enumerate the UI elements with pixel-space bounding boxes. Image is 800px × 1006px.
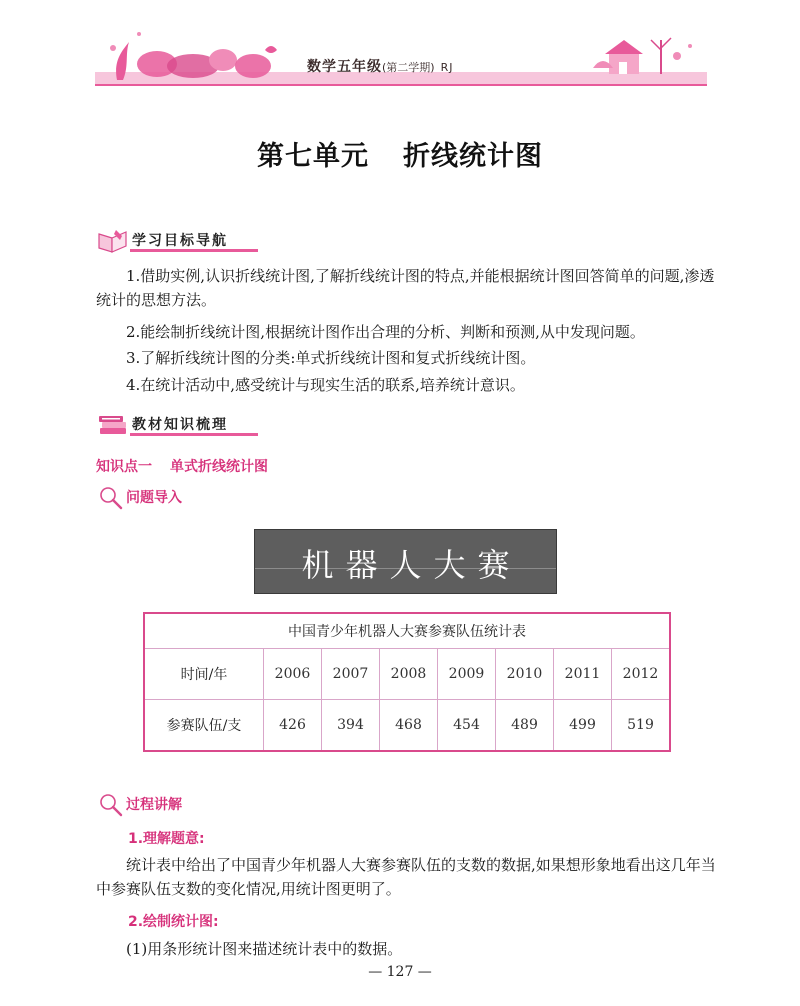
goal-item-2: 2.能绘制折线统计图,根据统计图作出合理的分析、判断和预测,从中发现问题。 bbox=[126, 323, 645, 341]
teams-cell: 519 bbox=[612, 700, 671, 752]
year-cell: 2009 bbox=[438, 649, 496, 700]
page-number: — 127 — bbox=[368, 964, 432, 980]
step-1-text: 统计表中给出了中国青少年机器人大赛参赛队伍的支数的数据,如果想形象地看出这几年当中参赛队伍支数的变化情况,用统计图更明了。 bbox=[96, 856, 716, 898]
table-row-years bbox=[144, 649, 670, 700]
row-header-teams: 参赛队伍/支 bbox=[144, 700, 264, 752]
step-2-title: 2.绘制统计图: bbox=[128, 914, 219, 930]
robot-contest-table bbox=[143, 612, 671, 752]
year-cell: 2011 bbox=[554, 649, 612, 700]
teams-cell: 454 bbox=[438, 700, 496, 752]
goal-item-3: 3.了解折线统计图的分类:单式折线统计图和复式折线统计图。 bbox=[126, 349, 536, 367]
intro-heading-label: 问题导入 bbox=[126, 490, 182, 506]
teams-cell: 394 bbox=[322, 700, 380, 752]
row-header-year: 时间/年 bbox=[144, 649, 264, 700]
robot-contest-banner bbox=[254, 529, 557, 594]
intro-heading bbox=[98, 485, 218, 511]
year-cell: 2010 bbox=[496, 649, 554, 700]
magnifier-icon bbox=[98, 792, 124, 818]
goals-heading-label: 学习目标导航 bbox=[132, 233, 228, 249]
year-cell: 2012 bbox=[612, 649, 671, 700]
book-edition: RJ bbox=[440, 61, 454, 74]
books-stack-icon bbox=[96, 410, 130, 438]
header-title bbox=[307, 56, 453, 76]
process-heading-label: 过程讲解 bbox=[126, 797, 182, 813]
goals-heading bbox=[96, 226, 266, 256]
teams-cell: 426 bbox=[264, 700, 322, 752]
year-cell: 2007 bbox=[322, 649, 380, 700]
teams-cell: 499 bbox=[554, 700, 612, 752]
unit-label: 第七单元 bbox=[257, 141, 369, 172]
goal-item-4: 4.在统计活动中,感受统计与现实生活的联系,培养统计意识。 bbox=[126, 376, 525, 394]
goal-item-1: 1.借助实例,认识折线统计图,了解折线统计图的特点,并能根据统计图回答简单的问题,渗透统计的思想方法。 bbox=[96, 267, 715, 309]
header-decoration bbox=[95, 20, 707, 86]
table-caption: 中国青少年机器人大赛参赛队伍统计表 bbox=[144, 613, 670, 649]
banner-text: 机器人大赛 bbox=[301, 546, 522, 584]
unit-topic: 折线统计图 bbox=[403, 141, 543, 172]
process-heading bbox=[98, 792, 218, 818]
page-title bbox=[0, 134, 800, 173]
knowledge-heading-label: 教材知识梳理 bbox=[132, 417, 228, 433]
knowledge-heading bbox=[96, 410, 266, 440]
step-2-text: (1)用条形统计图来描述统计表中的数据。 bbox=[126, 940, 403, 958]
teams-cell: 489 bbox=[496, 700, 554, 752]
year-cell: 2006 bbox=[264, 649, 322, 700]
book-icon bbox=[96, 226, 130, 254]
year-cell: 2008 bbox=[380, 649, 438, 700]
page-header bbox=[95, 20, 707, 86]
teams-cell: 468 bbox=[380, 700, 438, 752]
magnifier-icon bbox=[98, 485, 124, 511]
book-term: (第二学期) bbox=[382, 61, 435, 74]
book-title: 数学五年级 bbox=[307, 59, 382, 75]
step-1-title: 1.理解题意: bbox=[128, 831, 205, 847]
table-row-teams bbox=[144, 700, 670, 752]
knowledge-point-title: 知识点一 单式折线统计图 bbox=[96, 459, 268, 475]
